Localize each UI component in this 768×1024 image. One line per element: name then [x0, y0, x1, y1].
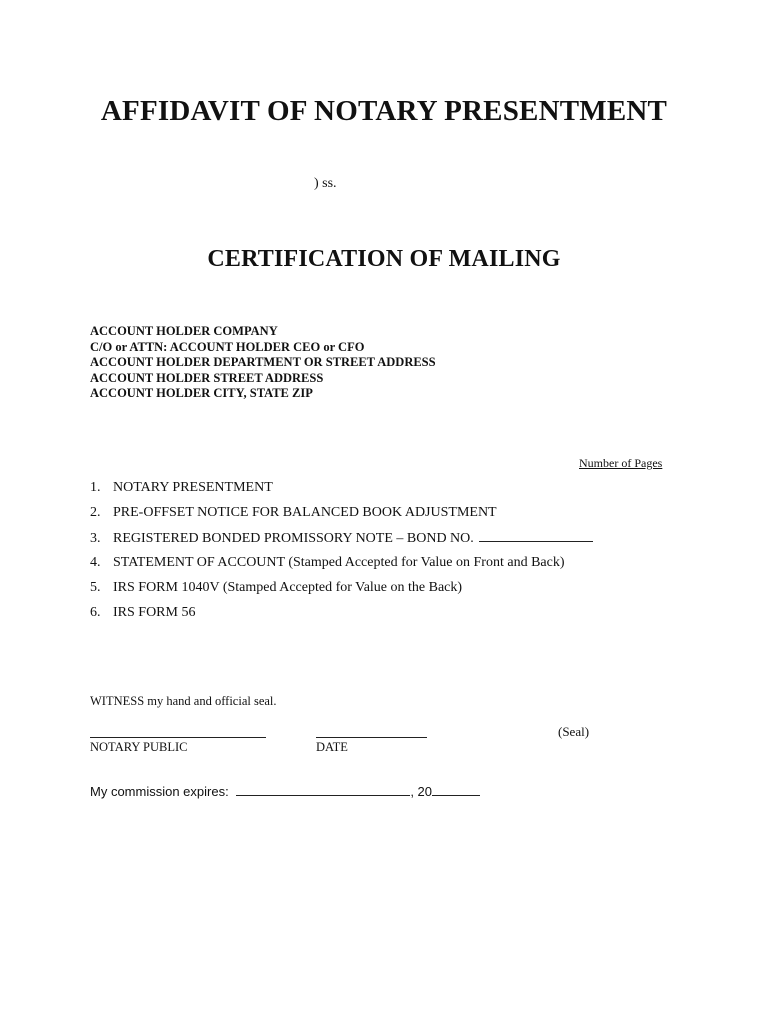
document-subtitle: CERTIFICATION OF MAILING	[207, 246, 561, 272]
item-number: 1.	[90, 480, 101, 495]
item-text: IRS FORM 56	[113, 605, 196, 620]
list-item	[90, 604, 593, 629]
notary-signature-line[interactable]	[90, 736, 266, 738]
enclosure-list	[90, 479, 593, 629]
item-text: STATEMENT OF ACCOUNT (Stamped Accepted for Value on Front and Back)	[113, 555, 565, 570]
list-item	[90, 479, 593, 504]
list-item	[90, 504, 593, 529]
address-line: ACCOUNT HOLDER STREET ADDRESS	[90, 370, 324, 385]
list-item	[90, 554, 593, 579]
address-line: ACCOUNT HOLDER DEPARTMENT OR STREET ADDRESS	[90, 355, 436, 369]
notary-public-label: NOTARY PUBLIC	[90, 740, 188, 754]
date-signature-line[interactable]	[316, 736, 427, 738]
venue-ss: ) ss.	[314, 176, 337, 191]
item-text: IRS FORM 1040V (Stamped Accepted for Value on the Back)	[113, 580, 463, 595]
commission-year-prefix: , 20	[410, 784, 433, 799]
address-line: C/O or ATTN: ACCOUNT HOLDER CEO or CFO	[90, 339, 365, 354]
item-number: 4.	[90, 555, 101, 570]
commission-expires	[90, 783, 480, 799]
commission-date-blank[interactable]	[236, 783, 410, 796]
bond-number-blank[interactable]	[479, 529, 593, 542]
item-text: PRE-OFFSET NOTICE FOR BALANCED BOOK ADJUSTMENT	[113, 505, 497, 520]
item-number: 6.	[90, 605, 101, 620]
item-text: REGISTERED BONDED PROMISSORY NOTE – BOND NO.	[113, 531, 474, 546]
date-label: DATE	[316, 740, 348, 754]
item-number: 5.	[90, 580, 101, 595]
address-line: ACCOUNT HOLDER CITY, STATE ZIP	[90, 386, 313, 400]
item-number: 3.	[90, 531, 101, 546]
witness-statement: WITNESS my hand and official seal.	[90, 694, 277, 708]
number-of-pages-header: Number of Pages	[579, 456, 663, 470]
seal-label: (Seal)	[558, 724, 590, 739]
item-number: 2.	[90, 505, 101, 520]
recipient-address	[90, 324, 436, 402]
list-item	[90, 579, 593, 604]
commission-label: My commission expires:	[90, 784, 229, 799]
document-title: AFFIDAVIT OF NOTARY PRESENTMENT	[100, 95, 668, 127]
address-line: ACCOUNT HOLDER COMPANY	[90, 324, 278, 338]
list-item	[90, 529, 593, 554]
item-text: NOTARY PRESENTMENT	[113, 480, 273, 495]
commission-year-blank[interactable]	[432, 783, 480, 796]
